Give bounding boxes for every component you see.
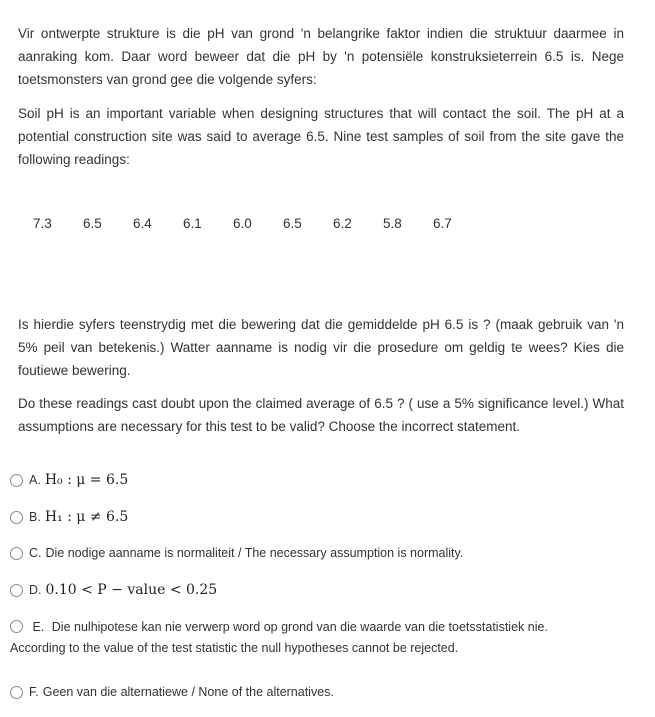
option-c-letter: C. bbox=[29, 546, 42, 560]
option-a[interactable] bbox=[10, 470, 128, 491]
radio-button-c[interactable] bbox=[10, 547, 23, 560]
english-intro: Soil pH is an important variable when designing structures that will contact the soil. The pH at a potential construction site was said to average 6.5. Nine test samples of soil from the site gave the following readings: bbox=[18, 106, 624, 167]
reading-value: 5.8 bbox=[383, 216, 402, 231]
option-f-letter: F. bbox=[29, 685, 39, 699]
option-d-math: 0.10 < P − value < 0.25 bbox=[45, 582, 218, 598]
radio-button-f[interactable] bbox=[10, 686, 23, 699]
reading-value: 6.4 bbox=[133, 216, 152, 231]
radio-button-e[interactable] bbox=[10, 620, 23, 633]
option-e-text-line1: Die nulhipotese kan nie verwerp word op grond van die waarde van die toetsstatistiek nie. bbox=[51, 620, 548, 634]
afrikaans-intro: Vir ontwerpte strukture is die pH van grond 'n belangrike faktor indien die struktuur daarmee in aanraking kom. Daar word beweer dat die pH by 'n potensiële konstruksieterrein 6.5 is. Nege toetsmonsters van grond gee die volgende syfers: bbox=[18, 26, 624, 87]
english-question: Do these readings cast doubt upon the claimed average of 6.5 ? ( use a 5% significance level.) What assumptions are necessary for this test to be valid? Choose the incorrect statement. bbox=[18, 396, 624, 434]
readings-list bbox=[33, 216, 483, 231]
option-b[interactable] bbox=[10, 507, 128, 528]
option-c-text: Die nodige aanname is normaliteit / The necessary assumption is normality. bbox=[45, 546, 464, 560]
option-e[interactable] bbox=[10, 617, 630, 659]
option-c[interactable] bbox=[10, 543, 463, 564]
reading-value: 6.0 bbox=[233, 216, 252, 231]
radio-button-d[interactable] bbox=[10, 584, 23, 597]
option-f[interactable] bbox=[10, 682, 334, 703]
option-d[interactable] bbox=[10, 580, 217, 601]
reading-value: 7.3 bbox=[33, 216, 52, 231]
option-a-math: H₀ : μ = 6.5 bbox=[44, 472, 129, 488]
reading-value: 6.5 bbox=[283, 216, 302, 231]
radio-button-b[interactable] bbox=[10, 511, 23, 524]
reading-value: 6.7 bbox=[433, 216, 452, 231]
reading-value: 6.5 bbox=[83, 216, 102, 231]
option-a-letter: A. bbox=[29, 473, 41, 487]
reading-value: 6.1 bbox=[183, 216, 202, 231]
option-e-letter: E. bbox=[32, 620, 45, 634]
afrikaans-question: Is hierdie syfers teenstrydig met die bewering dat die gemiddelde pH 6.5 is ? (maak gebruik van 'n 5% peil van betekenis.) Watter aanname is nodig vir die prosedure om geldig te wees? Kies die foutiewe bewering. bbox=[18, 317, 624, 378]
option-b-math: H₁ : μ ≠ 6.5 bbox=[44, 509, 129, 525]
radio-button-a[interactable] bbox=[10, 474, 23, 487]
option-d-letter: D. bbox=[29, 583, 42, 597]
reading-value: 6.2 bbox=[333, 216, 352, 231]
option-f-text: Geen van die alternatiewe / None of the alternatives. bbox=[42, 685, 334, 699]
option-e-text-line2: According to the value of the test statistic the null hypotheses cannot be rejected. bbox=[10, 641, 459, 655]
option-b-letter: B. bbox=[29, 510, 41, 524]
